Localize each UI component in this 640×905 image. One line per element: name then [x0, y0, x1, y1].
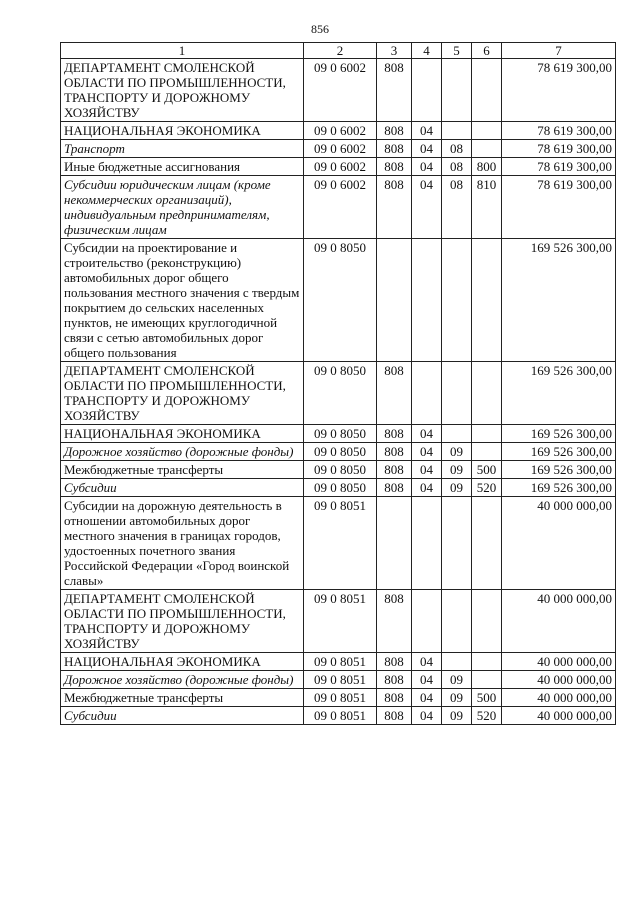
row-name-cell: Иные бюджетные ассигнования: [61, 158, 304, 176]
target-article-cell: 09 0 8050: [304, 443, 377, 461]
table-row: [61, 590, 616, 653]
subsection-code-cell: 09: [442, 479, 472, 497]
header-row: [61, 43, 616, 59]
section-code-cell: 04: [412, 425, 442, 443]
expense-type-cell: [472, 425, 502, 443]
table-row: [61, 497, 616, 590]
amount-cell: 40 000 000,00: [502, 653, 616, 671]
amount-cell: 169 526 300,00: [502, 425, 616, 443]
amount-cell: 40 000 000,00: [502, 497, 616, 590]
row-name-cell: НАЦИОНАЛЬНАЯ ЭКОНОМИКА: [61, 653, 304, 671]
section-code-cell: 04: [412, 122, 442, 140]
group-code-cell: 808: [377, 590, 412, 653]
section-code-cell: 04: [412, 461, 442, 479]
expense-type-cell: [472, 653, 502, 671]
row-name-cell: Субсидии: [61, 707, 304, 725]
row-name-cell: ДЕПАРТАМЕНТ СМОЛЕНСКОЙ ОБЛАСТИ ПО ПРОМЫШЛЕННОСТИ, ТРАНСПОРТУ И ДОРОЖНОМУ ХОЗЯЙСТВУ: [61, 59, 304, 122]
table-row: [61, 653, 616, 671]
group-code-cell: 808: [377, 653, 412, 671]
target-article-cell: 09 0 8050: [304, 479, 377, 497]
amount-cell: 78 619 300,00: [502, 140, 616, 158]
amount-cell: 40 000 000,00: [502, 671, 616, 689]
section-code-cell: 04: [412, 443, 442, 461]
subsection-code-cell: [442, 590, 472, 653]
group-code-cell: 808: [377, 59, 412, 122]
amount-cell: 169 526 300,00: [502, 479, 616, 497]
table-row: [61, 176, 616, 239]
amount-cell: 40 000 000,00: [502, 707, 616, 725]
subsection-code-cell: 08: [442, 176, 472, 239]
expense-type-cell: 800: [472, 158, 502, 176]
group-code-cell: [377, 239, 412, 362]
col-header-7: 7: [502, 43, 616, 59]
table-row: [61, 122, 616, 140]
table-row: [61, 158, 616, 176]
expense-type-cell: [472, 497, 502, 590]
target-article-cell: 09 0 8051: [304, 497, 377, 590]
amount-cell: 169 526 300,00: [502, 443, 616, 461]
row-name-cell: Субсидии: [61, 479, 304, 497]
target-article-cell: 09 0 6002: [304, 59, 377, 122]
subsection-code-cell: [442, 59, 472, 122]
group-code-cell: 808: [377, 461, 412, 479]
row-name-cell: НАЦИОНАЛЬНАЯ ЭКОНОМИКА: [61, 122, 304, 140]
page-number: 856: [311, 22, 329, 36]
target-article-cell: 09 0 8051: [304, 689, 377, 707]
subsection-code-cell: 08: [442, 158, 472, 176]
expense-type-cell: 520: [472, 707, 502, 725]
target-article-cell: 09 0 6002: [304, 122, 377, 140]
budget-body: [61, 59, 616, 725]
row-name-cell: Межбюджетные трансферты: [61, 689, 304, 707]
expense-type-cell: [472, 239, 502, 362]
subsection-code-cell: 09: [442, 707, 472, 725]
table-row: [61, 239, 616, 362]
group-code-cell: 808: [377, 122, 412, 140]
expense-type-cell: [472, 122, 502, 140]
expense-type-cell: [472, 140, 502, 158]
section-code-cell: 04: [412, 671, 442, 689]
group-code-cell: 808: [377, 176, 412, 239]
amount-cell: 40 000 000,00: [502, 590, 616, 653]
group-code-cell: 808: [377, 425, 412, 443]
section-code-cell: 04: [412, 158, 442, 176]
section-code-cell: [412, 239, 442, 362]
target-article-cell: 09 0 8050: [304, 461, 377, 479]
target-article-cell: 09 0 8051: [304, 671, 377, 689]
subsection-code-cell: [442, 239, 472, 362]
expense-type-cell: [472, 671, 502, 689]
amount-cell: 169 526 300,00: [502, 461, 616, 479]
amount-cell: 78 619 300,00: [502, 176, 616, 239]
row-name-cell: Субсидии на дорожную деятельность в отношении автомобильных дорог местного значения в границах городов, удостоенных почетного звания Российской Федерации «Город воинской славы»: [61, 497, 304, 590]
subsection-code-cell: 09: [442, 689, 472, 707]
section-code-cell: 04: [412, 707, 442, 725]
col-header-5: 5: [442, 43, 472, 59]
target-article-cell: 09 0 8051: [304, 590, 377, 653]
section-code-cell: [412, 590, 442, 653]
amount-cell: 78 619 300,00: [502, 122, 616, 140]
row-name-cell: Межбюджетные трансферты: [61, 461, 304, 479]
group-code-cell: [377, 497, 412, 590]
amount-cell: 78 619 300,00: [502, 59, 616, 122]
target-article-cell: 09 0 8051: [304, 707, 377, 725]
table-row: [61, 461, 616, 479]
subsection-code-cell: [442, 497, 472, 590]
subsection-code-cell: [442, 425, 472, 443]
row-name-cell: ДЕПАРТАМЕНТ СМОЛЕНСКОЙ ОБЛАСТИ ПО ПРОМЫШЛЕННОСТИ, ТРАНСПОРТУ И ДОРОЖНОМУ ХОЗЯЙСТВУ: [61, 362, 304, 425]
target-article-cell: 09 0 8050: [304, 425, 377, 443]
target-article-cell: 09 0 6002: [304, 176, 377, 239]
expense-type-cell: [472, 362, 502, 425]
section-code-cell: [412, 362, 442, 425]
subsection-code-cell: [442, 653, 472, 671]
row-name-cell: Дорожное хозяйство (дорожные фонды): [61, 671, 304, 689]
section-code-cell: 04: [412, 479, 442, 497]
target-article-cell: 09 0 8050: [304, 362, 377, 425]
table-row: [61, 707, 616, 725]
target-article-cell: 09 0 8050: [304, 239, 377, 362]
subsection-code-cell: 09: [442, 461, 472, 479]
subsection-code-cell: [442, 122, 472, 140]
expense-type-cell: 520: [472, 479, 502, 497]
table-row: [61, 140, 616, 158]
row-name-cell: ДЕПАРТАМЕНТ СМОЛЕНСКОЙ ОБЛАСТИ ПО ПРОМЫШЛЕННОСТИ, ТРАНСПОРТУ И ДОРОЖНОМУ ХОЗЯЙСТВУ: [61, 590, 304, 653]
col-header-2: 2: [304, 43, 377, 59]
group-code-cell: 808: [377, 140, 412, 158]
subsection-code-cell: 09: [442, 443, 472, 461]
budget-table: [60, 42, 616, 725]
expense-type-cell: [472, 443, 502, 461]
target-article-cell: 09 0 6002: [304, 158, 377, 176]
target-article-cell: 09 0 6002: [304, 140, 377, 158]
group-code-cell: 808: [377, 671, 412, 689]
row-name-cell: Транспорт: [61, 140, 304, 158]
expense-type-cell: 810: [472, 176, 502, 239]
row-name-cell: Субсидии на проектирование и строительство (реконструкцию) автомобильных дорог общего пользования местного значения с твердым покрытием до сельских населенных пунктов, не имеющих круглогодичной связи с сетью автомобильных дорог общего пользования: [61, 239, 304, 362]
section-code-cell: 04: [412, 176, 442, 239]
section-code-cell: 04: [412, 140, 442, 158]
subsection-code-cell: 08: [442, 140, 472, 158]
group-code-cell: 808: [377, 443, 412, 461]
section-code-cell: [412, 59, 442, 122]
table-row: [61, 689, 616, 707]
amount-cell: 169 526 300,00: [502, 362, 616, 425]
group-code-cell: 808: [377, 479, 412, 497]
amount-cell: 169 526 300,00: [502, 239, 616, 362]
table-row: [61, 479, 616, 497]
section-code-cell: 04: [412, 689, 442, 707]
table-row: [61, 671, 616, 689]
col-header-3: 3: [377, 43, 412, 59]
row-name-cell: Дорожное хозяйство (дорожные фонды): [61, 443, 304, 461]
group-code-cell: 808: [377, 362, 412, 425]
expense-type-cell: [472, 59, 502, 122]
group-code-cell: 808: [377, 689, 412, 707]
group-code-cell: 808: [377, 707, 412, 725]
amount-cell: 40 000 000,00: [502, 689, 616, 707]
table-row: [61, 425, 616, 443]
amount-cell: 78 619 300,00: [502, 158, 616, 176]
col-header-4: 4: [412, 43, 442, 59]
section-code-cell: [412, 497, 442, 590]
target-article-cell: 09 0 8051: [304, 653, 377, 671]
subsection-code-cell: 09: [442, 671, 472, 689]
table-row: [61, 362, 616, 425]
subsection-code-cell: [442, 362, 472, 425]
expense-type-cell: 500: [472, 461, 502, 479]
row-name-cell: Субсидии юридическим лицам (кроме некоммерческих организаций), индивидуальным предпринимателям, физическим лицам: [61, 176, 304, 239]
expense-type-cell: [472, 590, 502, 653]
col-header-1: 1: [61, 43, 304, 59]
table-row: [61, 443, 616, 461]
group-code-cell: 808: [377, 158, 412, 176]
row-name-cell: НАЦИОНАЛЬНАЯ ЭКОНОМИКА: [61, 425, 304, 443]
section-code-cell: 04: [412, 653, 442, 671]
col-header-6: 6: [472, 43, 502, 59]
expense-type-cell: 500: [472, 689, 502, 707]
table-row: [61, 59, 616, 122]
